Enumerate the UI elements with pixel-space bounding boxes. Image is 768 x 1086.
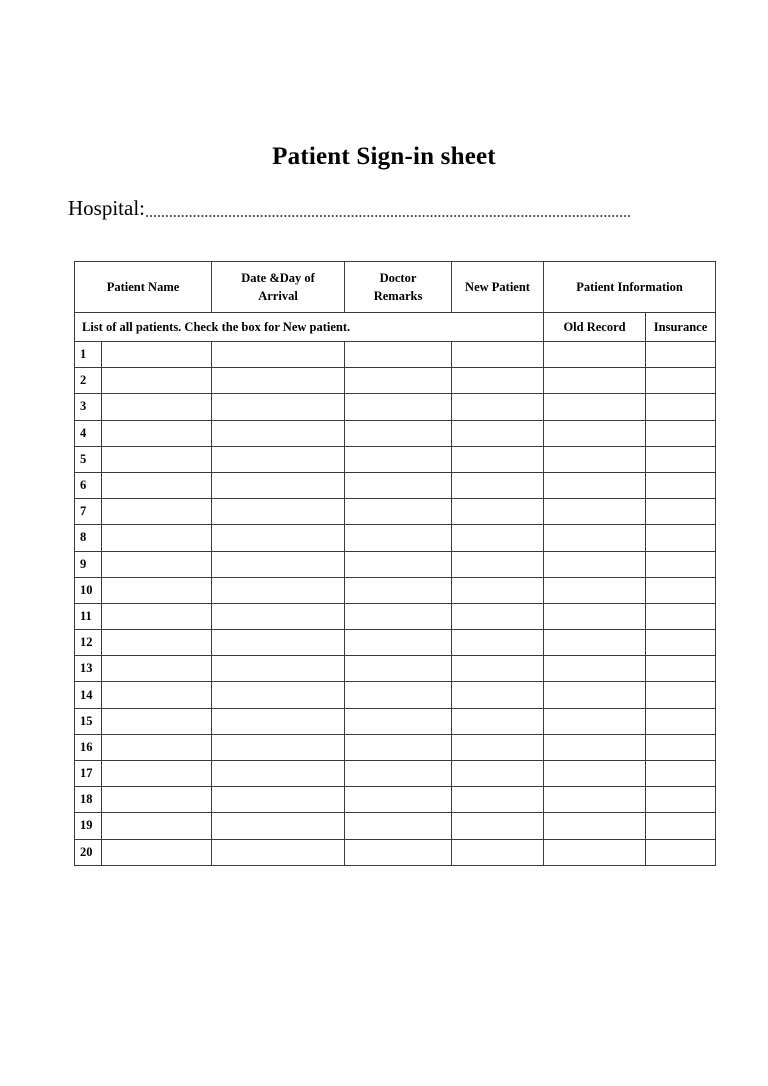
cell-new-patient-checkbox[interactable] xyxy=(452,813,544,839)
cell-date-day-of-arrival[interactable] xyxy=(212,839,345,865)
cell-old-record[interactable] xyxy=(544,656,646,682)
cell-date-day-of-arrival[interactable] xyxy=(212,577,345,603)
cell-new-patient-checkbox[interactable] xyxy=(452,525,544,551)
cell-insurance[interactable] xyxy=(646,603,716,629)
cell-patient-name[interactable] xyxy=(102,656,212,682)
row-number: 14 xyxy=(75,682,102,708)
table-header-row xyxy=(75,262,716,313)
table-row xyxy=(75,420,716,446)
cell-patient-name[interactable] xyxy=(102,394,212,420)
cell-insurance[interactable] xyxy=(646,446,716,472)
table-row xyxy=(75,342,716,368)
cell-date-day-of-arrival[interactable] xyxy=(212,525,345,551)
cell-new-patient-checkbox[interactable] xyxy=(452,603,544,629)
cell-new-patient-checkbox[interactable] xyxy=(452,446,544,472)
cell-date-day-of-arrival[interactable] xyxy=(212,603,345,629)
cell-doctor-remarks[interactable] xyxy=(345,734,452,760)
cell-new-patient-checkbox[interactable] xyxy=(452,551,544,577)
cell-date-day-of-arrival[interactable] xyxy=(212,446,345,472)
row-number: 16 xyxy=(75,734,102,760)
cell-patient-name[interactable] xyxy=(102,342,212,368)
cell-old-record[interactable] xyxy=(544,525,646,551)
cell-doctor-remarks[interactable] xyxy=(345,394,452,420)
cell-insurance[interactable] xyxy=(646,420,716,446)
row-number: 15 xyxy=(75,708,102,734)
row-number: 19 xyxy=(75,813,102,839)
cell-new-patient-checkbox[interactable] xyxy=(452,577,544,603)
cell-old-record[interactable] xyxy=(544,420,646,446)
cell-old-record[interactable] xyxy=(544,446,646,472)
table-row xyxy=(75,525,716,551)
header-insurance: Insurance xyxy=(646,313,716,342)
cell-doctor-remarks[interactable] xyxy=(345,342,452,368)
cell-insurance[interactable] xyxy=(646,787,716,813)
cell-old-record[interactable] xyxy=(544,813,646,839)
table-row xyxy=(75,472,716,498)
cell-date-day-of-arrival[interactable] xyxy=(212,734,345,760)
cell-insurance[interactable] xyxy=(646,577,716,603)
cell-date-day-of-arrival[interactable] xyxy=(212,761,345,787)
cell-date-day-of-arrival[interactable] xyxy=(212,656,345,682)
table-row xyxy=(75,656,716,682)
cell-date-day-of-arrival[interactable] xyxy=(212,682,345,708)
cell-new-patient-checkbox[interactable] xyxy=(452,394,544,420)
row-number: 12 xyxy=(75,630,102,656)
cell-old-record[interactable] xyxy=(544,761,646,787)
cell-doctor-remarks[interactable] xyxy=(345,682,452,708)
table-row xyxy=(75,787,716,813)
row-number: 6 xyxy=(75,472,102,498)
cell-new-patient-checkbox[interactable] xyxy=(452,656,544,682)
table-row xyxy=(75,813,716,839)
header-doctor-line2: Remarks xyxy=(373,289,423,303)
row-number: 7 xyxy=(75,499,102,525)
cell-old-record[interactable] xyxy=(544,499,646,525)
cell-doctor-remarks[interactable] xyxy=(345,708,452,734)
cell-new-patient-checkbox[interactable] xyxy=(452,708,544,734)
cell-date-day-of-arrival[interactable] xyxy=(212,499,345,525)
table-row xyxy=(75,761,716,787)
header-date-day-of-arrival xyxy=(212,262,345,313)
cell-doctor-remarks[interactable] xyxy=(345,761,452,787)
cell-new-patient-checkbox[interactable] xyxy=(452,787,544,813)
table-row xyxy=(75,630,716,656)
row-number: 17 xyxy=(75,761,102,787)
cell-new-patient-checkbox[interactable] xyxy=(452,368,544,394)
cell-date-day-of-arrival[interactable] xyxy=(212,368,345,394)
row-number: 9 xyxy=(75,551,102,577)
cell-doctor-remarks[interactable] xyxy=(345,656,452,682)
cell-new-patient-checkbox[interactable] xyxy=(452,630,544,656)
cell-patient-name[interactable] xyxy=(102,734,212,760)
cell-patient-name[interactable] xyxy=(102,603,212,629)
row-number: 4 xyxy=(75,420,102,446)
hospital-field-line xyxy=(68,196,688,221)
row-number: 13 xyxy=(75,656,102,682)
cell-insurance[interactable] xyxy=(646,813,716,839)
cell-doctor-remarks[interactable] xyxy=(345,813,452,839)
cell-patient-name[interactable] xyxy=(102,577,212,603)
table-row xyxy=(75,708,716,734)
header-date-day-line1: Date &Day of xyxy=(241,270,315,285)
table-row xyxy=(75,577,716,603)
cell-doctor-remarks[interactable] xyxy=(345,446,452,472)
table-row xyxy=(75,551,716,577)
header-doctor-line1: Doctor xyxy=(379,270,417,285)
cell-insurance[interactable] xyxy=(646,394,716,420)
cell-doctor-remarks[interactable] xyxy=(345,630,452,656)
table-row xyxy=(75,394,716,420)
cell-patient-name[interactable] xyxy=(102,499,212,525)
row-number: 18 xyxy=(75,787,102,813)
header-old-record: Old Record xyxy=(544,313,646,342)
cell-patient-name[interactable] xyxy=(102,420,212,446)
cell-insurance[interactable] xyxy=(646,734,716,760)
row-number: 3 xyxy=(75,394,102,420)
header-patient-name: Patient Name xyxy=(75,262,212,313)
patient-signin-table-wrapper xyxy=(74,261,708,866)
header-new-patient: New Patient xyxy=(452,262,544,313)
cell-new-patient-checkbox[interactable] xyxy=(452,734,544,760)
cell-old-record[interactable] xyxy=(544,682,646,708)
cell-date-day-of-arrival[interactable] xyxy=(212,787,345,813)
cell-old-record[interactable] xyxy=(544,551,646,577)
cell-patient-name[interactable] xyxy=(102,761,212,787)
cell-old-record[interactable] xyxy=(544,630,646,656)
cell-date-day-of-arrival[interactable] xyxy=(212,420,345,446)
cell-old-record[interactable] xyxy=(544,839,646,865)
cell-insurance[interactable] xyxy=(646,839,716,865)
cell-patient-name[interactable] xyxy=(102,787,212,813)
cell-new-patient-checkbox[interactable] xyxy=(452,420,544,446)
row-number: 1 xyxy=(75,342,102,368)
header-doctor-remarks xyxy=(345,262,452,313)
cell-patient-name[interactable] xyxy=(102,813,212,839)
table-row xyxy=(75,603,716,629)
cell-patient-name[interactable] xyxy=(102,368,212,394)
cell-old-record[interactable] xyxy=(544,603,646,629)
row-number: 20 xyxy=(75,839,102,865)
cell-patient-name[interactable] xyxy=(102,472,212,498)
cell-old-record[interactable] xyxy=(544,577,646,603)
cell-old-record[interactable] xyxy=(544,787,646,813)
cell-insurance[interactable] xyxy=(646,708,716,734)
cell-new-patient-checkbox[interactable] xyxy=(452,499,544,525)
header-patient-information: Patient Information xyxy=(544,262,716,313)
table-instruction-row xyxy=(75,313,716,342)
cell-doctor-remarks[interactable] xyxy=(345,420,452,446)
cell-doctor-remarks[interactable] xyxy=(345,603,452,629)
row-number: 11 xyxy=(75,603,102,629)
cell-insurance[interactable] xyxy=(646,368,716,394)
cell-date-day-of-arrival[interactable] xyxy=(212,813,345,839)
instruction-text: List of all patients. Check the box for New patient. xyxy=(75,313,544,342)
cell-new-patient-checkbox[interactable] xyxy=(452,839,544,865)
cell-date-day-of-arrival[interactable] xyxy=(212,342,345,368)
hospital-input-dotted-line[interactable]: ........................................................................................................................... xyxy=(145,202,631,221)
cell-date-day-of-arrival[interactable] xyxy=(212,708,345,734)
cell-doctor-remarks[interactable] xyxy=(345,787,452,813)
cell-insurance[interactable] xyxy=(646,499,716,525)
page-title: Patient Sign-in sheet xyxy=(272,143,496,170)
cell-old-record[interactable] xyxy=(544,368,646,394)
table-row xyxy=(75,446,716,472)
cell-old-record[interactable] xyxy=(544,394,646,420)
cell-new-patient-checkbox[interactable] xyxy=(452,342,544,368)
cell-insurance[interactable] xyxy=(646,472,716,498)
cell-doctor-remarks[interactable] xyxy=(345,551,452,577)
cell-patient-name[interactable] xyxy=(102,682,212,708)
cell-insurance[interactable] xyxy=(646,630,716,656)
cell-patient-name[interactable] xyxy=(102,446,212,472)
cell-old-record[interactable] xyxy=(544,342,646,368)
cell-new-patient-checkbox[interactable] xyxy=(452,472,544,498)
cell-doctor-remarks[interactable] xyxy=(345,499,452,525)
table-row xyxy=(75,368,716,394)
row-number: 5 xyxy=(75,446,102,472)
row-number: 10 xyxy=(75,577,102,603)
table-row xyxy=(75,499,716,525)
cell-new-patient-checkbox[interactable] xyxy=(452,761,544,787)
cell-patient-name[interactable] xyxy=(102,551,212,577)
row-number: 8 xyxy=(75,525,102,551)
cell-new-patient-checkbox[interactable] xyxy=(452,682,544,708)
hospital-label: Hospital: xyxy=(68,196,145,220)
cell-date-day-of-arrival[interactable] xyxy=(212,394,345,420)
cell-date-day-of-arrival[interactable] xyxy=(212,551,345,577)
cell-doctor-remarks[interactable] xyxy=(345,368,452,394)
cell-patient-name[interactable] xyxy=(102,839,212,865)
cell-doctor-remarks[interactable] xyxy=(345,472,452,498)
cell-old-record[interactable] xyxy=(544,734,646,760)
cell-old-record[interactable] xyxy=(544,472,646,498)
row-number: 2 xyxy=(75,368,102,394)
table-row xyxy=(75,734,716,760)
cell-patient-name[interactable] xyxy=(102,525,212,551)
cell-patient-name[interactable] xyxy=(102,708,212,734)
cell-patient-name[interactable] xyxy=(102,630,212,656)
cell-insurance[interactable] xyxy=(646,342,716,368)
cell-date-day-of-arrival[interactable] xyxy=(212,630,345,656)
cell-date-day-of-arrival[interactable] xyxy=(212,472,345,498)
cell-insurance[interactable] xyxy=(646,525,716,551)
header-date-day-line2: Arrival xyxy=(258,289,298,303)
cell-insurance[interactable] xyxy=(646,656,716,682)
cell-doctor-remarks[interactable] xyxy=(345,839,452,865)
table-row xyxy=(75,682,716,708)
patient-signin-table xyxy=(74,261,716,866)
cell-doctor-remarks[interactable] xyxy=(345,577,452,603)
table-row xyxy=(75,839,716,865)
cell-insurance[interactable] xyxy=(646,551,716,577)
cell-insurance[interactable] xyxy=(646,761,716,787)
cell-old-record[interactable] xyxy=(544,708,646,734)
cell-insurance[interactable] xyxy=(646,682,716,708)
cell-doctor-remarks[interactable] xyxy=(345,525,452,551)
